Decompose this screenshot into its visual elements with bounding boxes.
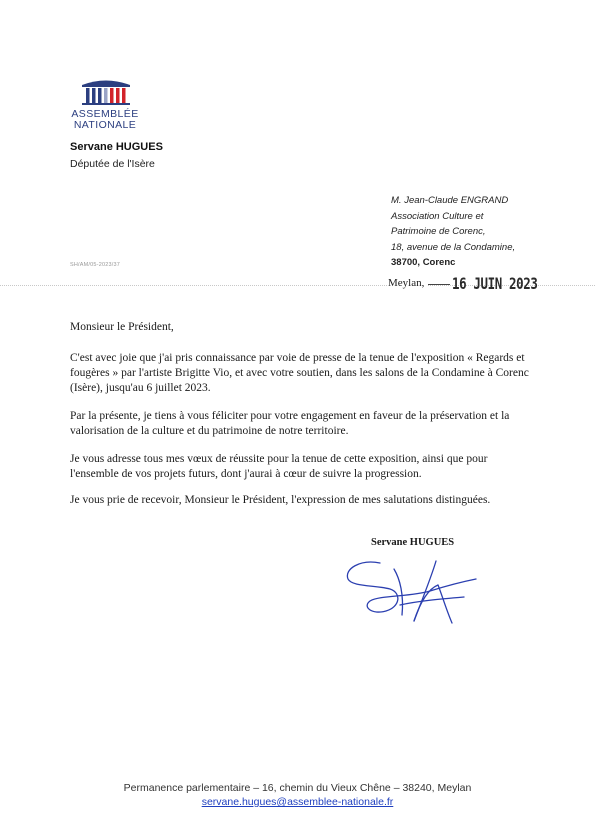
recipient-city: 38700, Corenc (391, 257, 456, 268)
footer-email[interactable] (0, 796, 595, 808)
recipient-line-2: Association Culture et (391, 210, 484, 222)
sender-role: Députée de l'Isère (70, 158, 155, 170)
date-stamp: 16 JUIN 2023 (452, 274, 538, 293)
recipient-address (391, 193, 515, 271)
body-paragraph-1: C'est avec joie que j'ai pris connaissance par voie de presse de la tenue de l'exposition « Regards et fougères » par l'artiste Brigitte Vio, et avec votre soutien, dans les salons de la Condamine à Corenc (Isère), jusqu'au 6 juillet 2023. (70, 352, 529, 394)
handwritten-signature (340, 555, 480, 630)
reference-number: SH/AM/05-2023/37 (70, 262, 120, 268)
assemblee-building-icon (80, 76, 132, 106)
date-dash (428, 284, 450, 285)
recipient-line-1: M. Jean-Claude ENGRAND (391, 195, 509, 206)
body-paragraph-3: Je vous adresse tous mes vœux de réussite pour la tenue de cette exposition, ainsi que pour l'ensemble de vos projets futurs, dont j'aurai à cœur de suivre la progression. (70, 453, 488, 480)
email-link[interactable]: servane.hugues@assemblee-nationale.fr (201, 796, 394, 808)
body-paragraph-4: Je vous prie de recevoir, Monsieur le Président, l'expression de mes salutations distinguées. (70, 494, 491, 506)
salutation: Monsieur le Président, (70, 321, 174, 333)
body-paragraph-2: Par la présente, je tiens à vous féliciter pour votre engagement en faveur de la préservation et la valorisation de la culture et du patrimoine de notre territoire. (70, 410, 510, 437)
recipient-line-3: Patrimoine de Corenc, (391, 226, 486, 237)
sender-name: Servane HUGUES (70, 141, 163, 153)
logo-text-line2: NATIONALE (73, 119, 137, 131)
logo-text-line1: ASSEMBLÉE (71, 108, 139, 120)
recipient-line-4: 18, avenue de la Condamine, (391, 241, 516, 253)
date-place: Meylan, (388, 277, 427, 289)
signer-name: Servane HUGUES (371, 537, 455, 548)
footer-address: Permanence parlementaire – 16, chemin du Vieux Chêne – 38240, Meylan (123, 782, 472, 794)
